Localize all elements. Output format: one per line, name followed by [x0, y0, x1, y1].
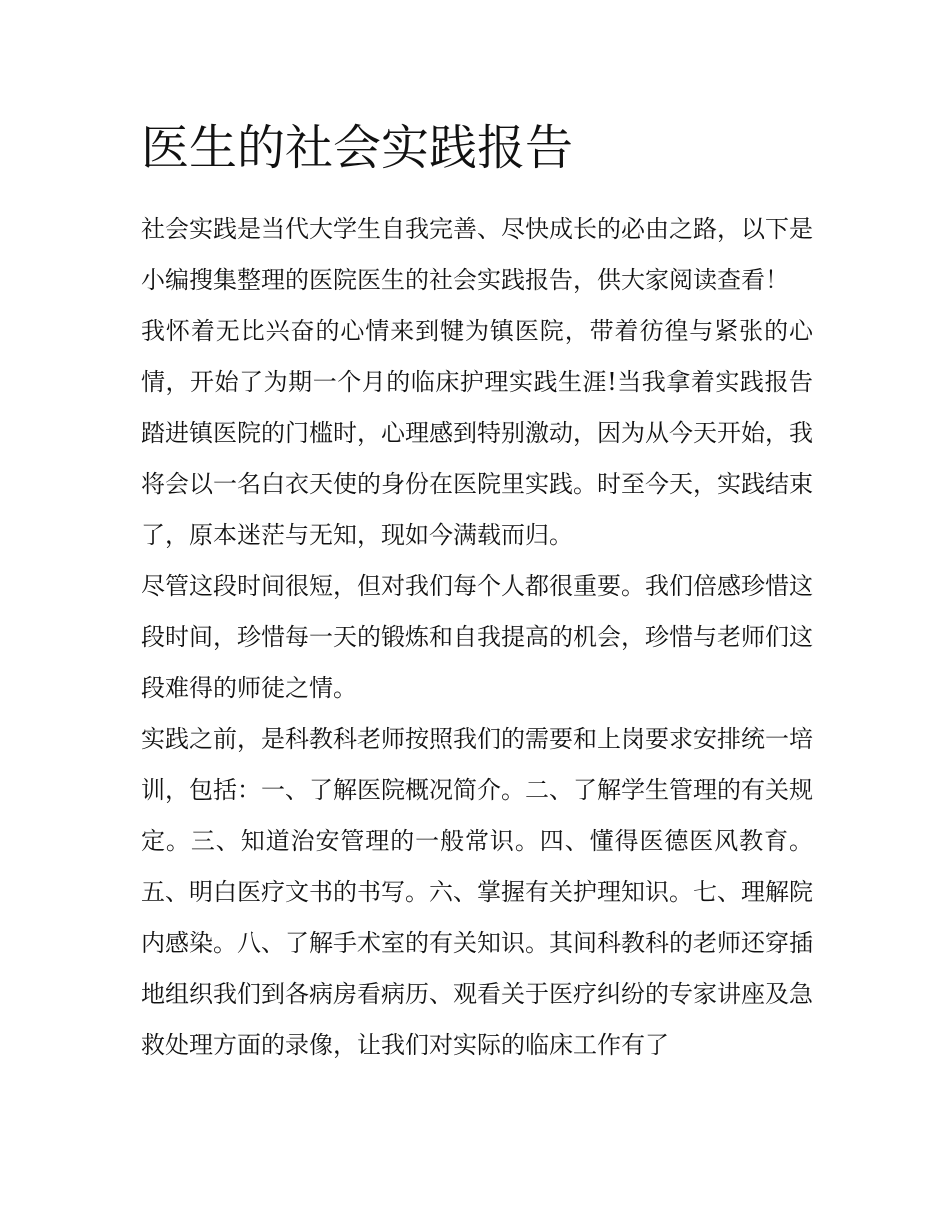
paragraph-arrival: 我怀着无比兴奋的心情来到犍为镇医院，带着彷徨与紧张的心情，开始了为期一个月的临床护理实践生涯!当我拿着实践报告踏进镇医院的门槛时，心理感到特别激动，因为从今天开始，我将会以一名白衣天使的身份在医院里实践。时至今天，实践结束了，原本迷茫与无知，现如今满载而归。 — [141, 317, 813, 549]
document-title: 医生的社会实践报告 — [141, 120, 574, 176]
paragraph-intro: 社会实践是当代大学生自我完善、尽快成长的必由之路，以下是小编搜集整理的医院医生的社会实践报告，供大家阅读查看！ — [141, 215, 813, 294]
document-body — [141, 116, 813, 1071]
paragraph-cherish: 尽管这段时间很短，但对我们每个人都很重要。我们倍感珍惜这段时间，珍惜每一天的锻炼和自我提高的机会，珍惜与老师们这段难得的师徒之情。 — [141, 572, 813, 702]
paragraph-training: 实践之前，是科教科老师按照我们的需要和上岗要求安排统一培训，包括：一、了解医院概况简介。二、了解学生管理的有关规定。三、知道治安管理的一般常识。四、懂得医德医风教育。五、明白医疗文书的书写。六、掌握有关护理知识。七、理解院内感染。八、了解手术室的有关知识。其间科教科的老师还穿插地组织我们到各病房看病历、观看关于医疗纠纷的专家讲座及急救处理方面的录像，让我们对实际的临床工作有了 — [141, 725, 813, 1059]
